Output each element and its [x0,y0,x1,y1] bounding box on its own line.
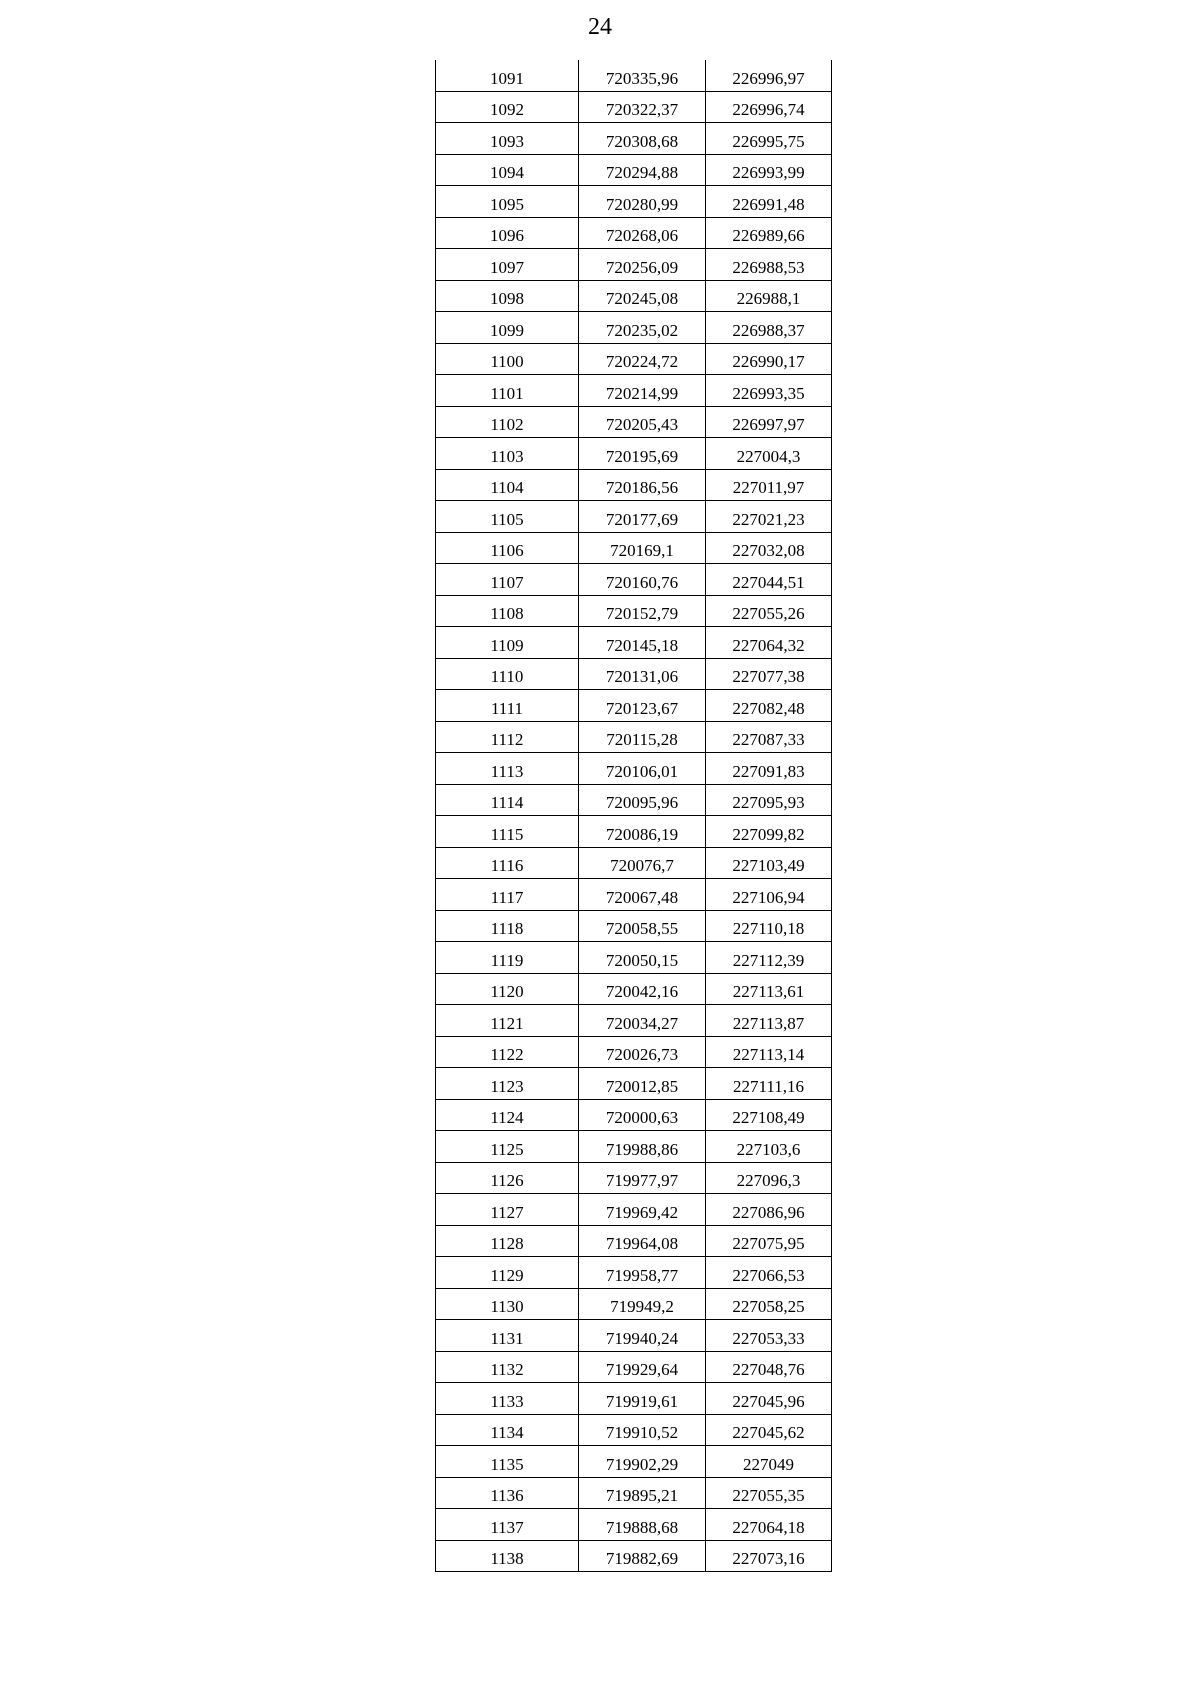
x-coordinate-cell: 720322,37 [579,91,706,123]
x-coordinate-cell: 720095,96 [579,784,706,816]
x-coordinate-cell: 720058,55 [579,910,706,942]
point-number-cell: 1109 [436,627,579,659]
table-row [436,816,832,848]
point-number-cell: 1138 [436,1540,579,1572]
point-number-cell: 1110 [436,658,579,690]
y-coordinate-cell: 227082,48 [706,690,832,722]
table-row [436,1068,832,1100]
x-coordinate-cell: 720214,99 [579,375,706,407]
point-number-cell: 1118 [436,910,579,942]
x-coordinate-cell: 719895,21 [579,1477,706,1509]
point-number-cell: 1092 [436,91,579,123]
y-coordinate-cell: 226997,97 [706,406,832,438]
table-row [436,1194,832,1226]
x-coordinate-cell: 720195,69 [579,438,706,470]
page-number: 24 [588,14,612,40]
y-coordinate-cell: 227106,94 [706,879,832,911]
table-row [436,1383,832,1415]
table-row [436,532,832,564]
y-coordinate-cell: 227055,35 [706,1477,832,1509]
y-coordinate-cell: 227004,3 [706,438,832,470]
point-number-cell: 1117 [436,879,579,911]
point-number-cell: 1101 [436,375,579,407]
y-coordinate-cell: 227045,62 [706,1414,832,1446]
table-row [436,910,832,942]
point-number-cell: 1136 [436,1477,579,1509]
x-coordinate-cell: 720076,7 [579,847,706,879]
table-row [436,1351,832,1383]
y-coordinate-cell: 227066,53 [706,1257,832,1289]
table-row [436,406,832,438]
point-number-cell: 1093 [436,123,579,155]
x-coordinate-cell: 720308,68 [579,123,706,155]
y-coordinate-cell: 227110,18 [706,910,832,942]
y-coordinate-cell: 226995,75 [706,123,832,155]
x-coordinate-cell: 720042,16 [579,973,706,1005]
point-number-cell: 1115 [436,816,579,848]
point-number-cell: 1104 [436,469,579,501]
y-coordinate-cell: 227077,38 [706,658,832,690]
point-number-cell: 1124 [436,1099,579,1131]
y-coordinate-cell: 227095,93 [706,784,832,816]
x-coordinate-cell: 720224,72 [579,343,706,375]
point-number-cell: 1119 [436,942,579,974]
y-coordinate-cell: 227032,08 [706,532,832,564]
table-row [436,1320,832,1352]
y-coordinate-cell: 227053,33 [706,1320,832,1352]
y-coordinate-cell: 227103,6 [706,1131,832,1163]
table-row [436,1509,832,1541]
table-row [436,1162,832,1194]
y-coordinate-cell: 227048,76 [706,1351,832,1383]
table-row [436,312,832,344]
x-coordinate-cell: 720067,48 [579,879,706,911]
point-number-cell: 1099 [436,312,579,344]
table-row [436,879,832,911]
point-number-cell: 1123 [436,1068,579,1100]
table-row [436,123,832,155]
y-coordinate-cell: 227049 [706,1446,832,1478]
x-coordinate-cell: 719910,52 [579,1414,706,1446]
table-row [436,690,832,722]
point-number-cell: 1091 [436,60,579,91]
x-coordinate-cell: 719958,77 [579,1257,706,1289]
table-row [436,658,832,690]
x-coordinate-cell: 720235,02 [579,312,706,344]
y-coordinate-cell: 227011,97 [706,469,832,501]
x-coordinate-cell: 720268,06 [579,217,706,249]
y-coordinate-cell: 227045,96 [706,1383,832,1415]
x-coordinate-cell: 719902,29 [579,1446,706,1478]
y-coordinate-cell: 226990,17 [706,343,832,375]
x-coordinate-cell: 720294,88 [579,154,706,186]
y-coordinate-cell: 227058,25 [706,1288,832,1320]
y-coordinate-cell: 227113,61 [706,973,832,1005]
x-coordinate-cell: 720152,79 [579,595,706,627]
y-coordinate-cell: 227073,16 [706,1540,832,1572]
y-coordinate-cell: 226996,74 [706,91,832,123]
table-row [436,91,832,123]
y-coordinate-cell: 227113,14 [706,1036,832,1068]
table-row [436,280,832,312]
x-coordinate-cell: 719949,2 [579,1288,706,1320]
coordinates-table [435,60,832,1572]
point-number-cell: 1133 [436,1383,579,1415]
table-row [436,501,832,533]
point-number-cell: 1111 [436,690,579,722]
y-coordinate-cell: 227108,49 [706,1099,832,1131]
table-row [436,753,832,785]
y-coordinate-cell: 227021,23 [706,501,832,533]
point-number-cell: 1113 [436,753,579,785]
table-row [436,1446,832,1478]
table-row [436,973,832,1005]
table-row [436,154,832,186]
y-coordinate-cell: 227091,83 [706,753,832,785]
point-number-cell: 1131 [436,1320,579,1352]
x-coordinate-cell: 719988,86 [579,1131,706,1163]
table-row [436,375,832,407]
y-coordinate-cell: 227064,32 [706,627,832,659]
table-row [436,60,832,91]
x-coordinate-cell: 720106,01 [579,753,706,785]
table-row [436,942,832,974]
table-row [436,564,832,596]
x-coordinate-cell: 720115,28 [579,721,706,753]
point-number-cell: 1096 [436,217,579,249]
x-coordinate-cell: 720256,09 [579,249,706,281]
x-coordinate-cell: 720245,08 [579,280,706,312]
point-number-cell: 1134 [436,1414,579,1446]
x-coordinate-cell: 720169,1 [579,532,706,564]
point-number-cell: 1107 [436,564,579,596]
point-number-cell: 1126 [436,1162,579,1194]
point-number-cell: 1137 [436,1509,579,1541]
y-coordinate-cell: 227044,51 [706,564,832,596]
x-coordinate-cell: 720034,27 [579,1005,706,1037]
table-row [436,1540,832,1572]
table-row [436,1099,832,1131]
x-coordinate-cell: 719888,68 [579,1509,706,1541]
y-coordinate-cell: 227103,49 [706,847,832,879]
y-coordinate-cell: 226993,35 [706,375,832,407]
table-row [436,1414,832,1446]
table-row [436,217,832,249]
table-row [436,1288,832,1320]
x-coordinate-cell: 720145,18 [579,627,706,659]
x-coordinate-cell: 720177,69 [579,501,706,533]
y-coordinate-cell: 226996,97 [706,60,832,91]
x-coordinate-cell: 719929,64 [579,1351,706,1383]
point-number-cell: 1112 [436,721,579,753]
y-coordinate-cell: 227096,3 [706,1162,832,1194]
point-number-cell: 1127 [436,1194,579,1226]
point-number-cell: 1108 [436,595,579,627]
table-row [436,1005,832,1037]
y-coordinate-cell: 227055,26 [706,595,832,627]
point-number-cell: 1102 [436,406,579,438]
point-number-cell: 1100 [436,343,579,375]
y-coordinate-cell: 226993,99 [706,154,832,186]
x-coordinate-cell: 719940,24 [579,1320,706,1352]
x-coordinate-cell: 719964,08 [579,1225,706,1257]
x-coordinate-cell: 720000,63 [579,1099,706,1131]
table-row [436,1477,832,1509]
x-coordinate-cell: 719919,61 [579,1383,706,1415]
point-number-cell: 1128 [436,1225,579,1257]
point-number-cell: 1105 [436,501,579,533]
x-coordinate-cell: 719882,69 [579,1540,706,1572]
point-number-cell: 1097 [436,249,579,281]
y-coordinate-cell: 226989,66 [706,217,832,249]
y-coordinate-cell: 226988,37 [706,312,832,344]
y-coordinate-cell: 227111,16 [706,1068,832,1100]
y-coordinate-cell: 227112,39 [706,942,832,974]
table-row [436,847,832,879]
y-coordinate-cell: 226988,1 [706,280,832,312]
x-coordinate-cell: 720131,06 [579,658,706,690]
y-coordinate-cell: 226988,53 [706,249,832,281]
x-coordinate-cell: 720280,99 [579,186,706,218]
table-row [436,469,832,501]
table-row [436,1036,832,1068]
table-row [436,1257,832,1289]
point-number-cell: 1116 [436,847,579,879]
point-number-cell: 1114 [436,784,579,816]
point-number-cell: 1103 [436,438,579,470]
point-number-cell: 1098 [436,280,579,312]
x-coordinate-cell: 720026,73 [579,1036,706,1068]
y-coordinate-cell: 227075,95 [706,1225,832,1257]
point-number-cell: 1122 [436,1036,579,1068]
x-coordinate-cell: 720160,76 [579,564,706,596]
table-row [436,627,832,659]
table-row [436,721,832,753]
x-coordinate-cell: 720186,56 [579,469,706,501]
x-coordinate-cell: 720012,85 [579,1068,706,1100]
table-row [436,249,832,281]
point-number-cell: 1125 [436,1131,579,1163]
point-number-cell: 1135 [436,1446,579,1478]
x-coordinate-cell: 720335,96 [579,60,706,91]
x-coordinate-cell: 719969,42 [579,1194,706,1226]
point-number-cell: 1121 [436,1005,579,1037]
x-coordinate-cell: 720123,67 [579,690,706,722]
y-coordinate-cell: 227113,87 [706,1005,832,1037]
point-number-cell: 1094 [436,154,579,186]
point-number-cell: 1106 [436,532,579,564]
table-row [436,784,832,816]
x-coordinate-cell: 720050,15 [579,942,706,974]
y-coordinate-cell: 226991,48 [706,186,832,218]
y-coordinate-cell: 227064,18 [706,1509,832,1541]
point-number-cell: 1132 [436,1351,579,1383]
y-coordinate-cell: 227087,33 [706,721,832,753]
x-coordinate-cell: 719977,97 [579,1162,706,1194]
y-coordinate-cell: 227099,82 [706,816,832,848]
point-number-cell: 1095 [436,186,579,218]
x-coordinate-cell: 720205,43 [579,406,706,438]
table-row [436,438,832,470]
y-coordinate-cell: 227086,96 [706,1194,832,1226]
table-row [436,1131,832,1163]
table-row [436,343,832,375]
table-row [436,186,832,218]
coordinates-table-body [436,60,832,1572]
point-number-cell: 1130 [436,1288,579,1320]
x-coordinate-cell: 720086,19 [579,816,706,848]
table-row [436,595,832,627]
table-row [436,1225,832,1257]
point-number-cell: 1129 [436,1257,579,1289]
point-number-cell: 1120 [436,973,579,1005]
